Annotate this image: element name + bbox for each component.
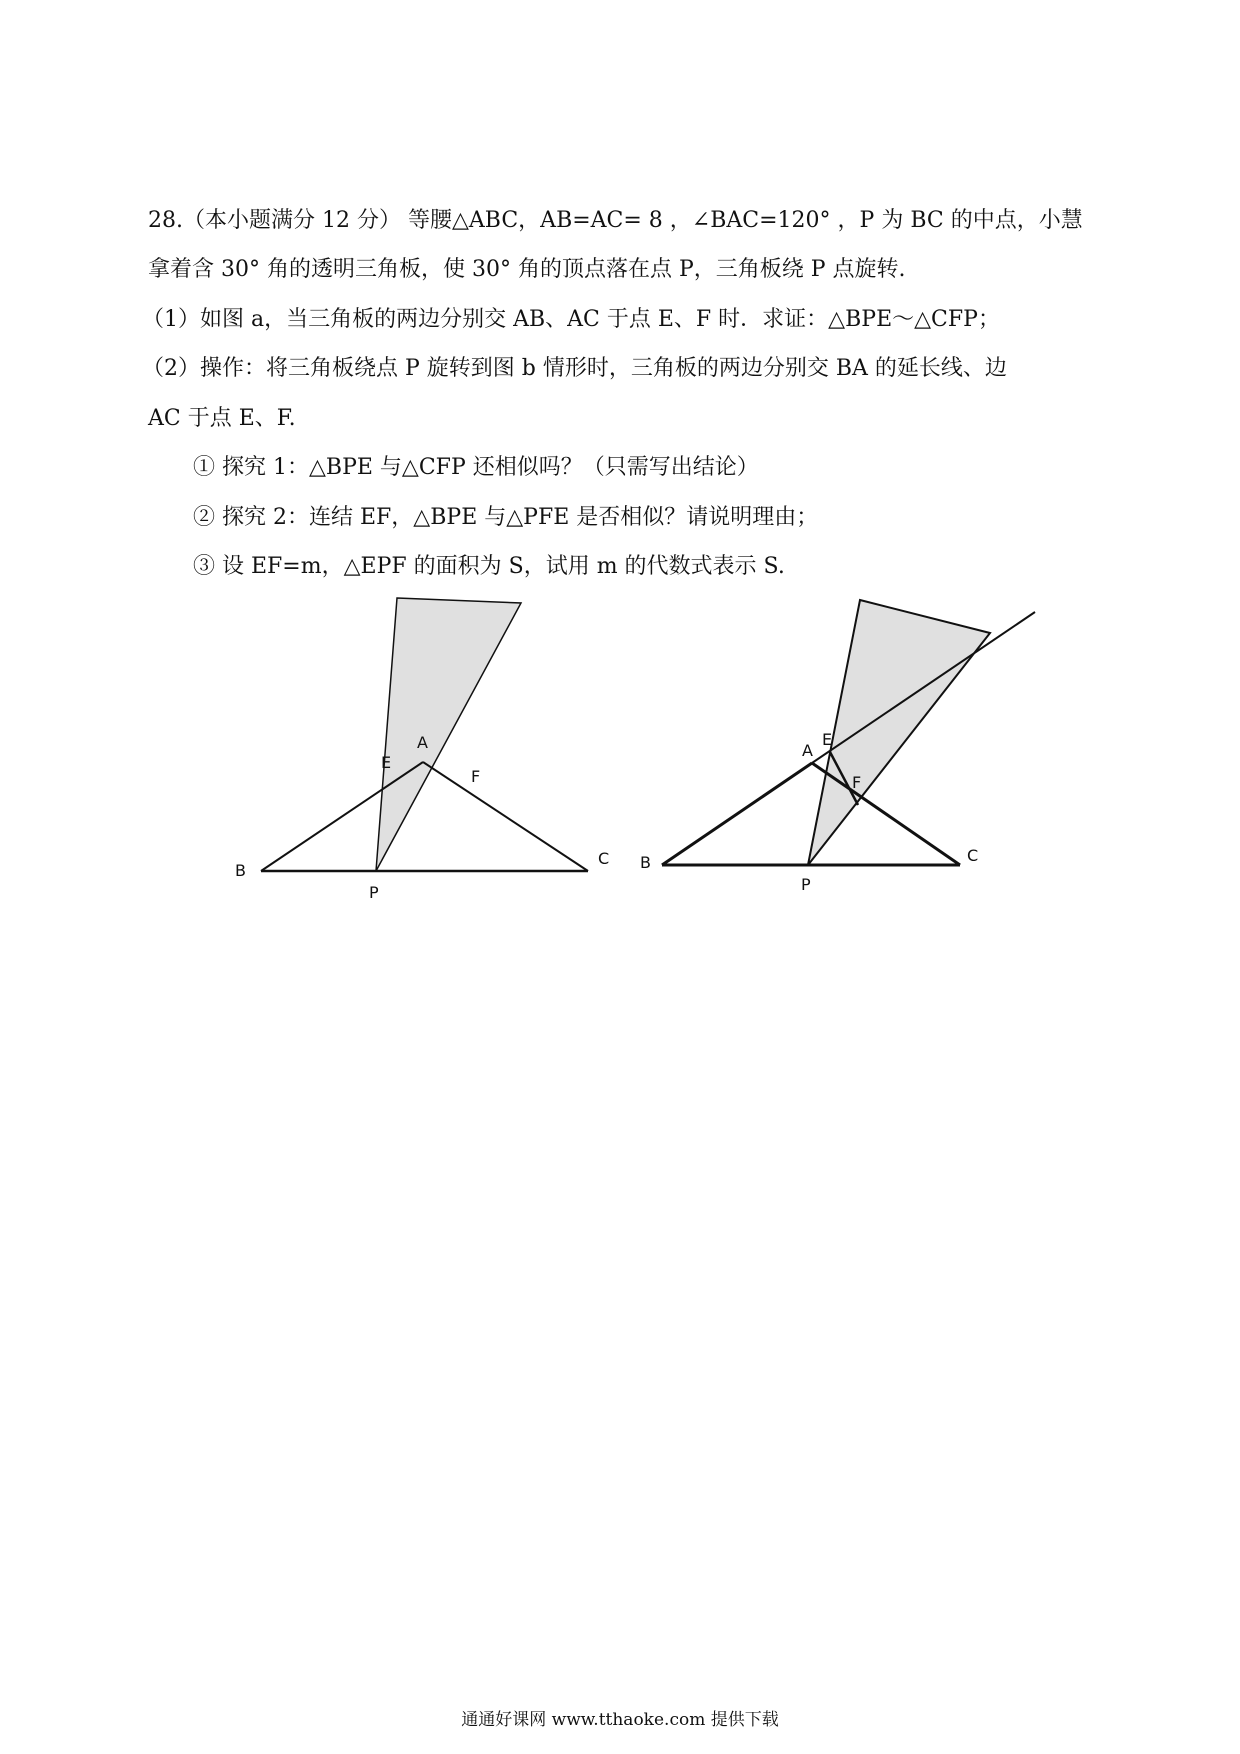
problem-line-1: 28.（本小题满分 12 分） 等腰△ABC，AB=AC= 8 ，∠BAC=120° ，P 为 BC 的中点，小慧	[148, 208, 1083, 233]
figure-b-label-e: E	[822, 730, 833, 749]
figure-a-label-p: P	[369, 883, 379, 902]
figure-a-label-b: B	[235, 861, 246, 880]
figure-b-label-a: A	[802, 741, 813, 760]
problem-line-5: AC 于点 E、F.	[148, 406, 296, 431]
figure-b-set-square	[808, 600, 990, 865]
figure-b-label-f: F	[852, 773, 862, 792]
figure-b-side-ab	[662, 763, 812, 865]
figure-a-label-c: C	[598, 849, 610, 868]
problem-line-8: ③ 设 EF=m，△EPF 的面积为 S，试用 m 的代数式表示 S.	[193, 554, 785, 579]
figure-a-set-square	[376, 598, 521, 871]
footer-text: 通通好课网 www.tthaoke.com 提供下载	[461, 1710, 779, 1730]
problem-line-6: ① 探究 1：△BPE 与△CFP 还相似吗？（只需写出结论）	[193, 455, 759, 480]
figure-a-label-a: A	[417, 733, 428, 752]
problem-line-2: 拿着含 30° 角的透明三角板，使 30° 角的顶点落在点 P，三角板绕 P 点旋转.	[148, 257, 906, 282]
figure-b-label-p: P	[801, 875, 811, 894]
problem-line-3: （1）如图 a，当三角板的两边分别交 AB、AC 于点 E、F 时．求证：△BPE～△CFP；	[142, 307, 1000, 332]
figure-a-label-f: F	[471, 767, 481, 786]
figure-a-label-e: E	[381, 753, 392, 772]
figure-a	[225, 592, 610, 910]
figure-a-side-ac	[423, 762, 588, 871]
figure-b-label-c: C	[967, 846, 979, 865]
figure-b	[630, 592, 1050, 910]
figure-b-label-b: B	[640, 853, 651, 872]
problem-line-4: （2）操作：将三角板绕点 P 旋转到图 b 情形时，三角板的两边分别交 BA 的延长线、边	[142, 356, 1007, 381]
problem-line-7: ② 探究 2：连结 EF，△BPE 与△PFE 是否相似？请说明理由；	[193, 505, 819, 530]
